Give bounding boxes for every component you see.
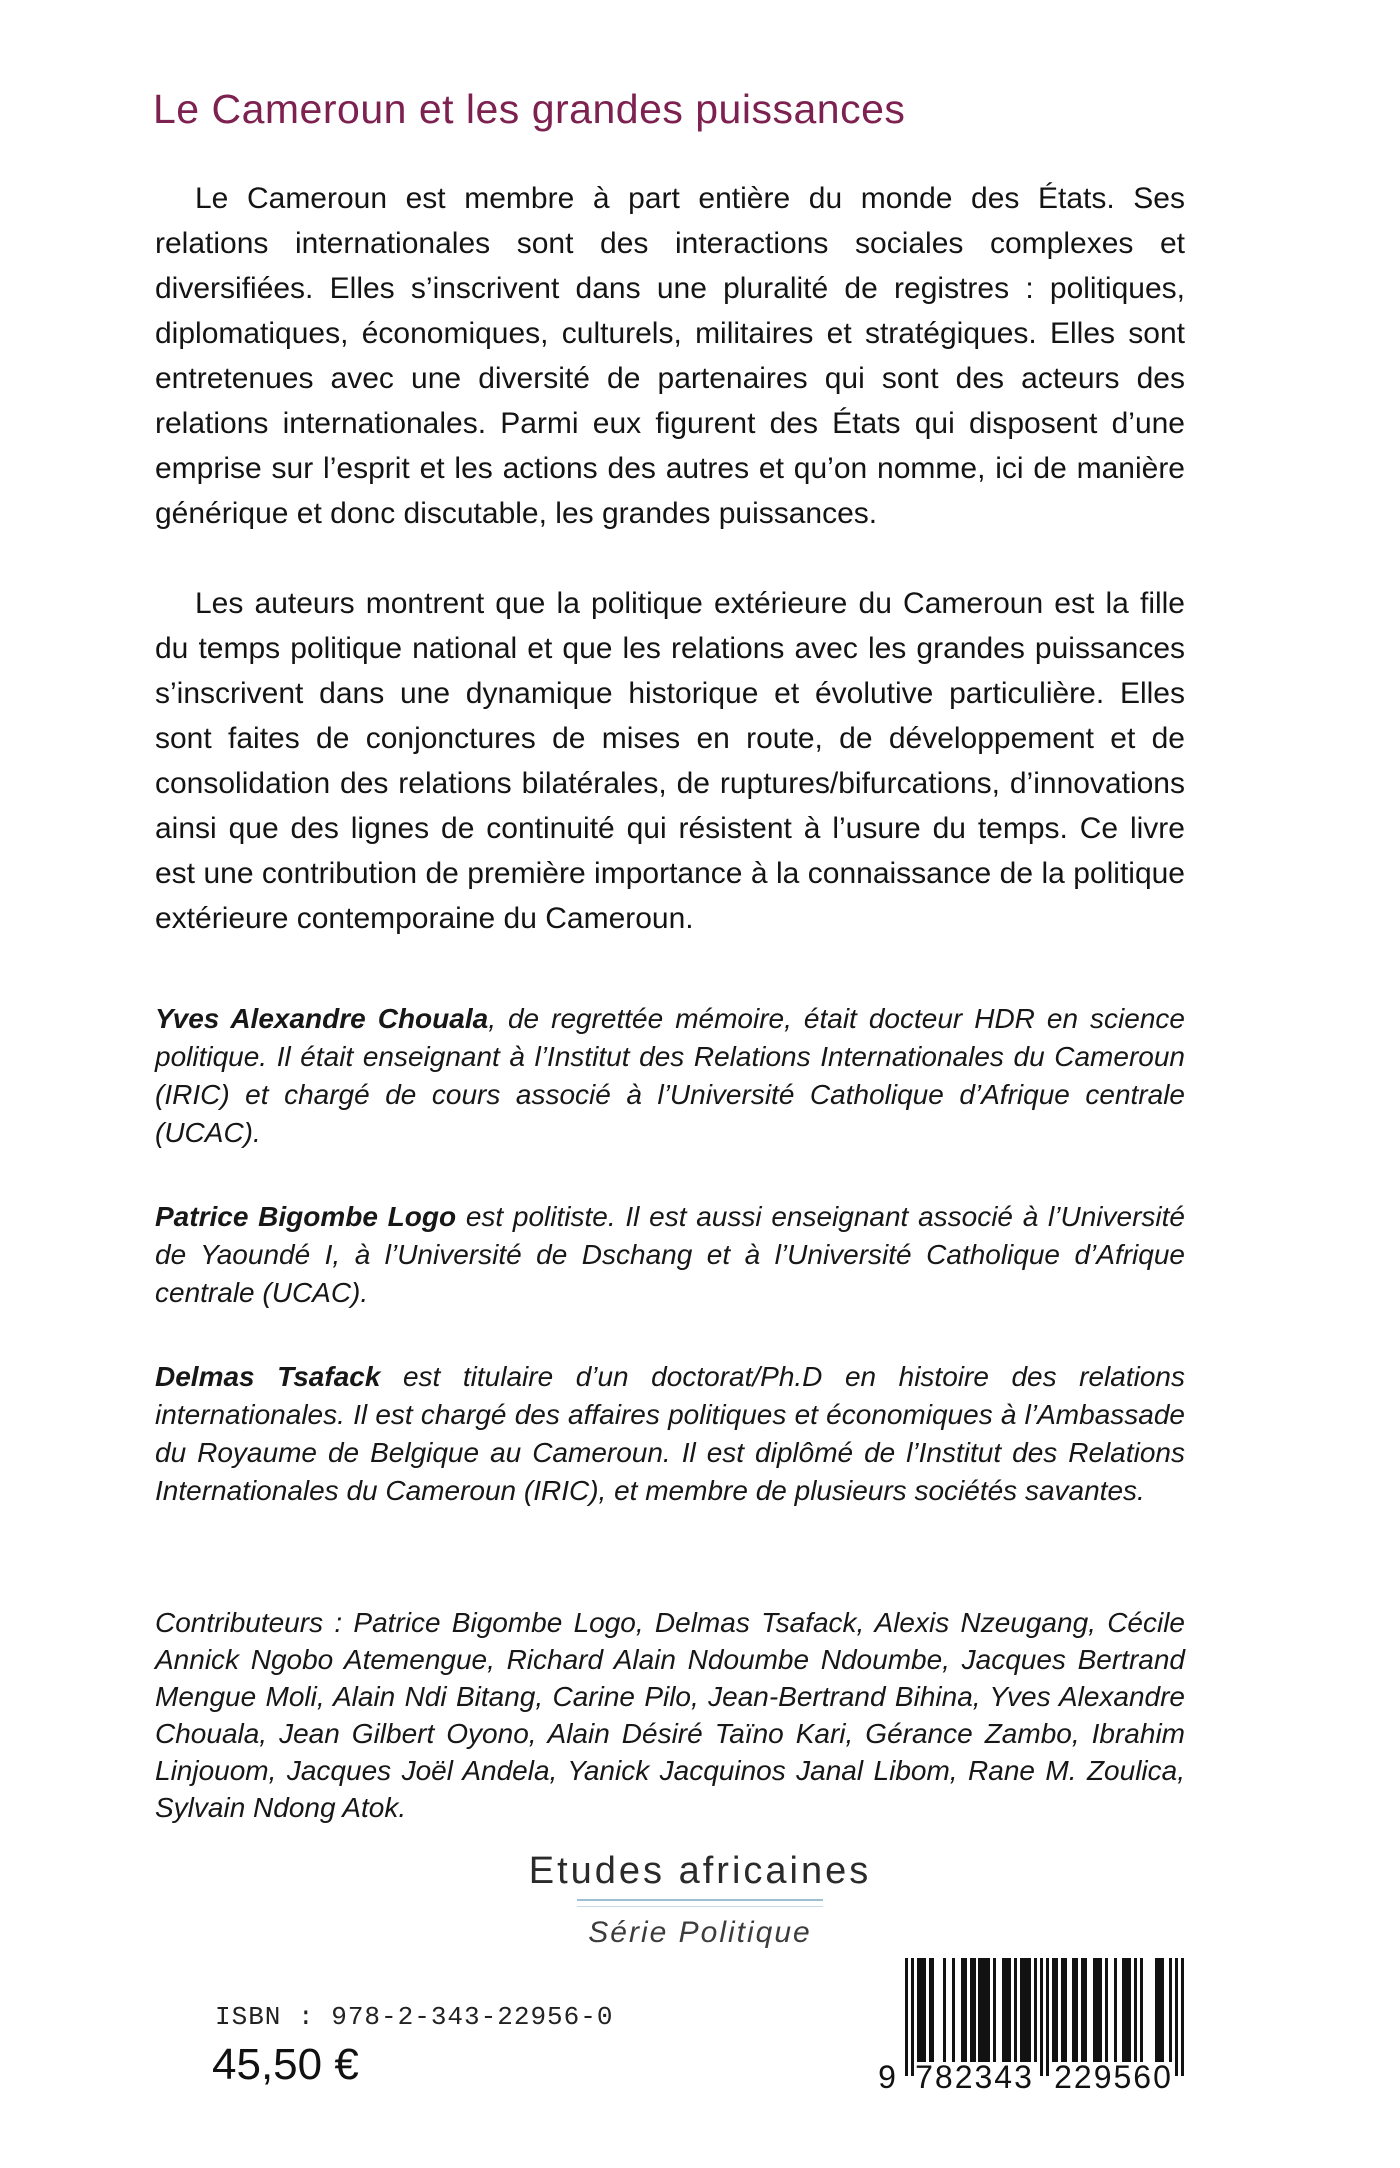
author-bio-chouala [155, 1000, 1185, 1152]
author-bio-text: est titulaire d’un doctorat/Ph.D en histoire des relations internationales. Il est chargé des affaires politiques et économiques à l’Ambassade du Royaume de Belgique au Cameroun. Il est diplômé de l’Institut des Relations Internationales du Cameroun (IRIC), et membre de plusieurs sociétés savantes. [155, 1361, 1185, 1506]
author-name: Yves Alexandre Chouala [155, 1003, 489, 1034]
series-name: Série Politique [588, 1916, 812, 1949]
contributors-paragraph: Contributeurs : Patrice Bigombe Logo, Delmas Tsafack, Alexis Nzeugang, Cécile Annick Ngobo Atemengue, Richard Alain Ndoumbe Ndoumbe, Jacques Bertrand Mengue Moli, Alain Ndi Bitang, Carine Pilo, Jean-Bertrand Bihina, Yves Alexandre Chouala, Jean Gilbert Oyono, Alain Désiré Taïno Kari, Gérance Zambo, Ibrahim Linjouom, Jacques Joël Andela, Yanick Jacquinos Janal Libom, Rane M. Zoulica, Sylvain Ndong Atok. [155, 1607, 1185, 1823]
author-bio-text: , de regrettée mémoire, était docteur HDR en science politique. Il était enseignant à l’Institut des Relations Internationales du Cameroun (IRIC) et chargé de cours associé à l’Université Catholique d’Afrique centrale (UCAC). [155, 1003, 1185, 1148]
author-bio-bigombe-logo [155, 1198, 1185, 1312]
author-bios [155, 1000, 1185, 1556]
synopsis-paragraph-2: Les auteurs montrent que la politique extérieure du Cameroun est la fille du temps politique national et que les relations avec les grandes puissances s’inscrivent dans une dynamique historique et évolutive particulière. Elles sont faites de conjonctures de mises en route, de développement et de consolidation des relations bilatérales, de ruptures/bifurcations, d’innovations ainsi que des lignes de continuité qui résistent à l’usure du temps. Ce livre est une contribution de première importance à la connaissance de la politique extérieure contemporaine du Cameroun. [155, 587, 1185, 935]
author-bio-text: est politiste. Il est aussi enseignant associé à l’Université de Yaoundé I, à l’Université de Dschang et à l’Université Catholique d’Afrique centrale (UCAC). [155, 1201, 1185, 1308]
barcode-digit-group: 229560 [1054, 2059, 1173, 2095]
author-name: Patrice Bigombe Logo [155, 1201, 457, 1232]
isbn-label: ISBN : 978-2-343-22956-0 [215, 2002, 614, 2032]
collection-name: Etudes africaines [528, 1850, 872, 1892]
synopsis [155, 176, 1185, 986]
collection-rule [577, 1899, 823, 1907]
synopsis-paragraph-1: Le Cameroun est membre à part entière du monde des États. Ses relations internationales sont des interactions sociales complexes et diversifiées. Elles s’inscrivent dans une pluralité de registres : politiques, diplomatiques, économiques, culturels, militaires et stratégiques. Elles sont entretenues avec une diversité de partenaires qui sont des acteurs des relations internationales. Parmi eux figurent des États qui disposent d’une emprise sur l’esprit et les actions des autres et qu’on nomme, ici de manière générique et donc discutable, les grandes puissances. [155, 182, 1185, 530]
collection-block [0, 1850, 1400, 1950]
barcode-digit-group: 9 [878, 2059, 898, 2095]
book-title: Le Cameroun et les grandes puissances [153, 86, 906, 132]
barcode-digit-group: 782343 [915, 2059, 1034, 2095]
ean13-barcode [878, 1958, 1185, 2095]
price-label: 45,50 € [212, 2040, 359, 2089]
author-bio-tsafack [155, 1358, 1185, 1510]
author-name: Delmas Tsafack [155, 1361, 381, 1392]
